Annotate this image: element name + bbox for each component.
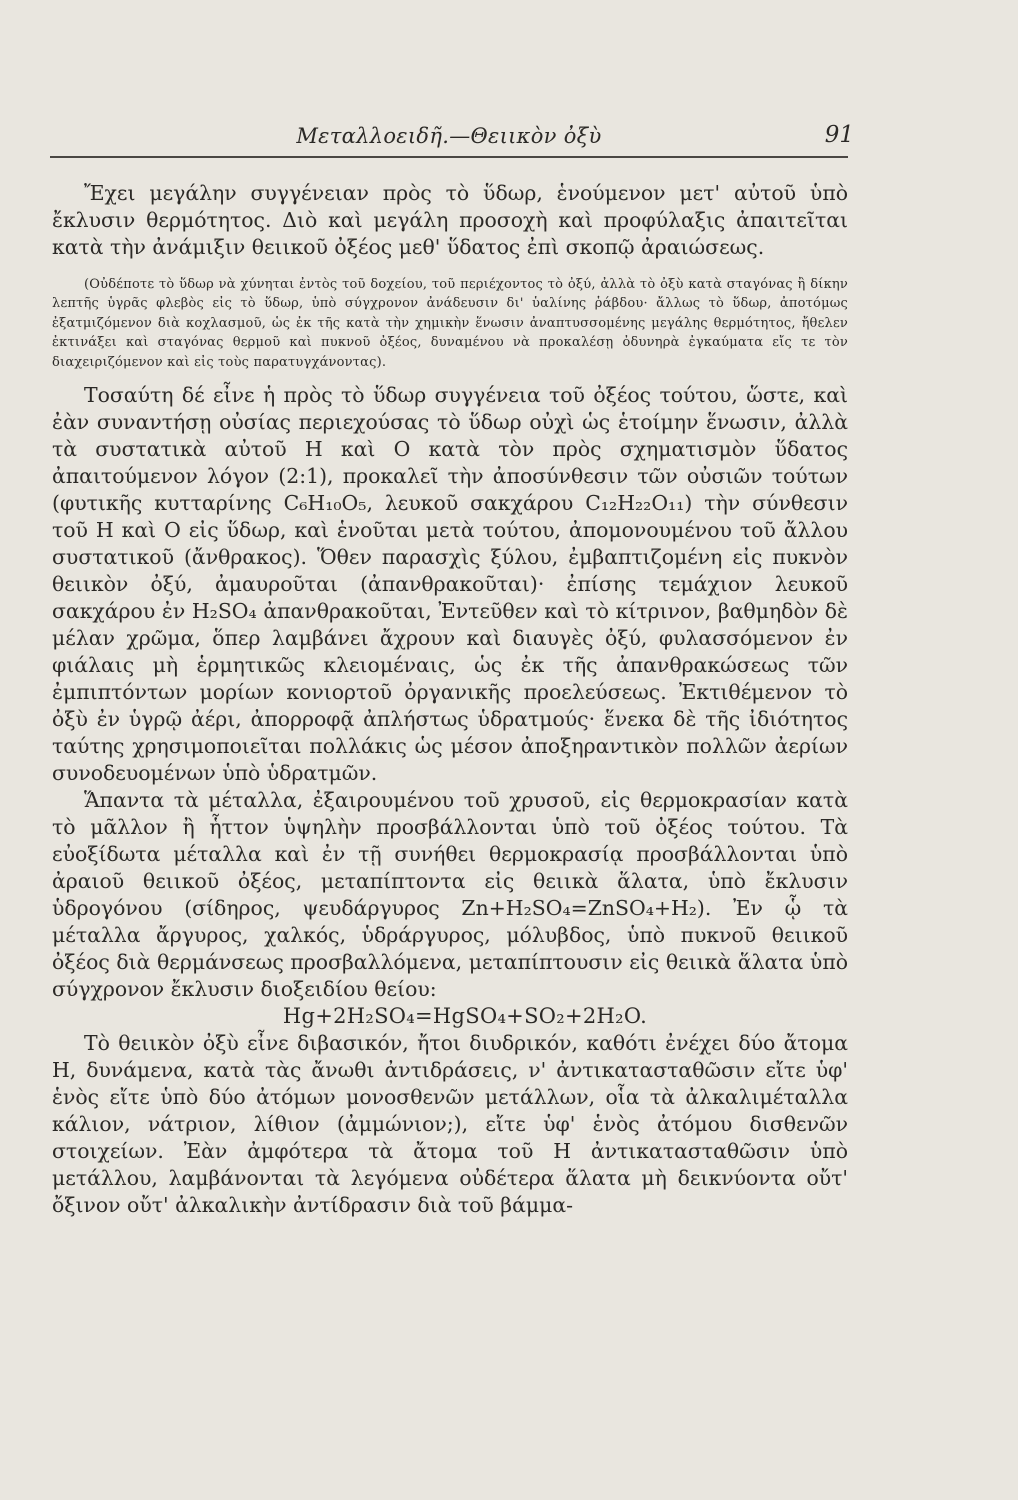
page-header [50,120,854,158]
main-text [52,180,848,1219]
paragraph-dehydration: Τοσαύτη δέ εἶνε ἡ πρὸς τὸ ὕδωρ συγγένεια τοῦ ὀξέος τούτου, ὥστε, καὶ ἐὰν συναντήσῃ οὐσίας περιεχούσας τὸ ὕδωρ οὐχὶ ὡς ἑτοίμην ἕνωσιν, ἀλλὰ τὰ συστατικὰ αὐτοῦ Η καὶ Ο κατὰ τὸν πρὸς σχηματισμὸν ὕδατος ἀπαιτούμενον λόγον (2:1), προκαλεῖ τὴν ἀποσύνθεσιν τῶν οὐσιῶν τούτων (φυτικῆς κυτταρίνης C₆H₁₀O₅, λευκοῦ σακχάρου C₁₂H₂₂O₁₁) τὴν σύνθεσιν τοῦ Η καὶ Ο εἰς ὕδωρ, καὶ ἑνοῦται μετὰ τούτου, ἀπομονουμένου τοῦ ἄλλου συστατικοῦ (ἄνθρακος). Ὅθεν παρασχὶς ξύλου, ἐμβαπτιζομένη εἰς πυκνὸν θειικὸν ὀξύ, ἀμαυροῦται (ἀπανθρακοῦται)· ἐπίσης τεμάχιον λευκοῦ σακχάρου ἐν H₂SO₄ ἀπανθρακοῦται, Ἐντεῦθεν καὶ τὸ κίτρινον, βαθμηδὸν δὲ μέλαν χρῶμα, ὅπερ λαμβάνει ἄχρουν καὶ διαυγὲς ὀξύ, φυλασσόμενον ἐν φιάλαις μὴ ἑρμητικῶς κλειομέναις, ὡς ἐκ τῆς ἀπανθρακώσεως τῶν ἐμπιπτόντων μορίων κονιορτοῦ ὀργανικῆς προελεύσεως. Ἐκτιθέμενον τὸ ὀξὺ ἐν ὑγρῷ ἀέρι, ἀπορροφᾷ ἀπλήστως ὑδρατμούς· ἕνεκα δὲ τῆς ἰδιότητος ταύτης χρησιμοποιεῖται πολλάκις ὡς μέσον ἀποξηραντικὸν πολλῶν ἀερίων συνοδευομένων ὑπὸ ὑδρατμῶν. [52,383,848,786]
paragraph-metals: Ἅπαντα τὰ μέταλλα, ἐξαιρουμένου τοῦ χρυσοῦ, εἰς θερμοκρασίαν κατὰ τὸ μᾶλλον ἢ ἧττον ὑψηλὴν προσβάλλονται ὑπὸ τοῦ ὀξέος τούτου. Τὰ εὐοξίδωτα μέταλλα καὶ ἐν τῇ συνήθει θερμοκρασίᾳ προσβάλλονται ὑπὸ ἀραιοῦ θειικοῦ ὀξέος, μεταπίπτοντα εἰς θειικὰ ἅλατα, ὑπὸ ἔκλυσιν ὑδρογόνου (σίδηρος, ψευδάργυρος Zn+H₂SO₄=ZnSO₄+H₂). Ἐν ᾧ τὰ μέταλλα ἄργυρος, χαλκός, ὑδράργυρος, μόλυβδος, ὑπὸ πυκνοῦ θειικοῦ ὀξέος διὰ θερμάνσεως προσβαλλόμενα, μεταπίπτουσιν εἰς θειικὰ ἅλατα ὑπὸ σύγχρονον ἔκλυσιν διοξειδίου θείου: [52,788,848,1002]
running-title: Μεταλλοειδῆ.—Θειικὸν ὀξὺ [296,124,602,148]
paragraph-affinity-water: Ἔχει μεγάλην συγγένειαν πρὸς τὸ ὕδωρ, ἑνούμενον μετ' αὐτοῦ ὑπὸ ἔκλυσιν θερμότητος. Διὸ καὶ μεγάλη προσοχὴ καὶ προφύλαξις ἀπαιτεῖται κατὰ τὴν ἀνάμιξιν θειικοῦ ὀξέος μεθ' ὕδατος ἐπὶ σκοπῷ ἀραιώσεως. [52,181,848,259]
page-number: 91 [824,122,854,148]
equation-mercury: Hg+2H₂SO₄=HgSO₄+SO₂+2H₂O. [282,1004,648,1029]
paragraph-dilution-note: (Οὐδέποτε τὸ ὕδωρ νὰ χύνηται ἐντὸς τοῦ δοχείου, τοῦ περιέχοντος τὸ ὀξύ, ἀλλὰ τὸ ὀξὺ κατὰ σταγόνας ἢ δίκην λεπτῆς ὑγρᾶς φλεβὸς εἰς τὸ ὕδωρ, ὑπὸ σύγχρονον ἀνάδευσιν δι' ὑαλίνης ῥάβδου· ἄλλως τὸ ὕδωρ, ἀποτόμως ἐξατμιζόμενον διὰ κοχλασμοῦ, ὡς ἐκ τῆς κατὰ τὴν χημικὴν ἕνωσιν ἀναπτυσσομένης μεγάλης θερμότητος, ἤθελεν ἐκτινάξει καὶ σταγόνας θερμοῦ καὶ πυκνοῦ ὀξέος, δυναμένου νὰ προκαλέσῃ ὀδυνηρὰ ἐγκαύματα εἴς τε τὸν διαχειριζόμενον καὶ εἰς τοὺς παρατυγχάνοντας). [52,277,848,370]
paragraph-dibasic: Τὸ θειικὸν ὀξὺ εἶνε διβασικόν, ἤτοι διυδρικόν, καθότι ἐνέχει δύο ἄτομα Η, δυνάμενα, κατὰ τὰς ἄνωθι ἀντιδράσεις, ν' ἀντικατασταθῶσιν εἴτε ὑφ' ἑνὸς εἴτε ὑπὸ δύο ἀτόμων μονοσθενῶν μετάλλων, οἷα τὰ ἀλκαλιμέταλλα κάλιον, νάτριον, λίθιον (ἀμμώνιον;), εἴτε ὑφ' ἑνὸς ἀτόμου δισθενῶν στοιχείων. Ἐὰν ἀμφότερα τὰ ἄτομα τοῦ Η ἀντικατασταθῶσιν ὑπὸ μετάλλου, λαμβάνονται τὰ λεγόμενα οὐδέτερα ἅλατα μὴ δεικνύοντα οὔτ' ὄξινον οὔτ' ἀλκαλικὴν ἀντίδρασιν διὰ τοῦ βάμμα- [52,1031,848,1218]
